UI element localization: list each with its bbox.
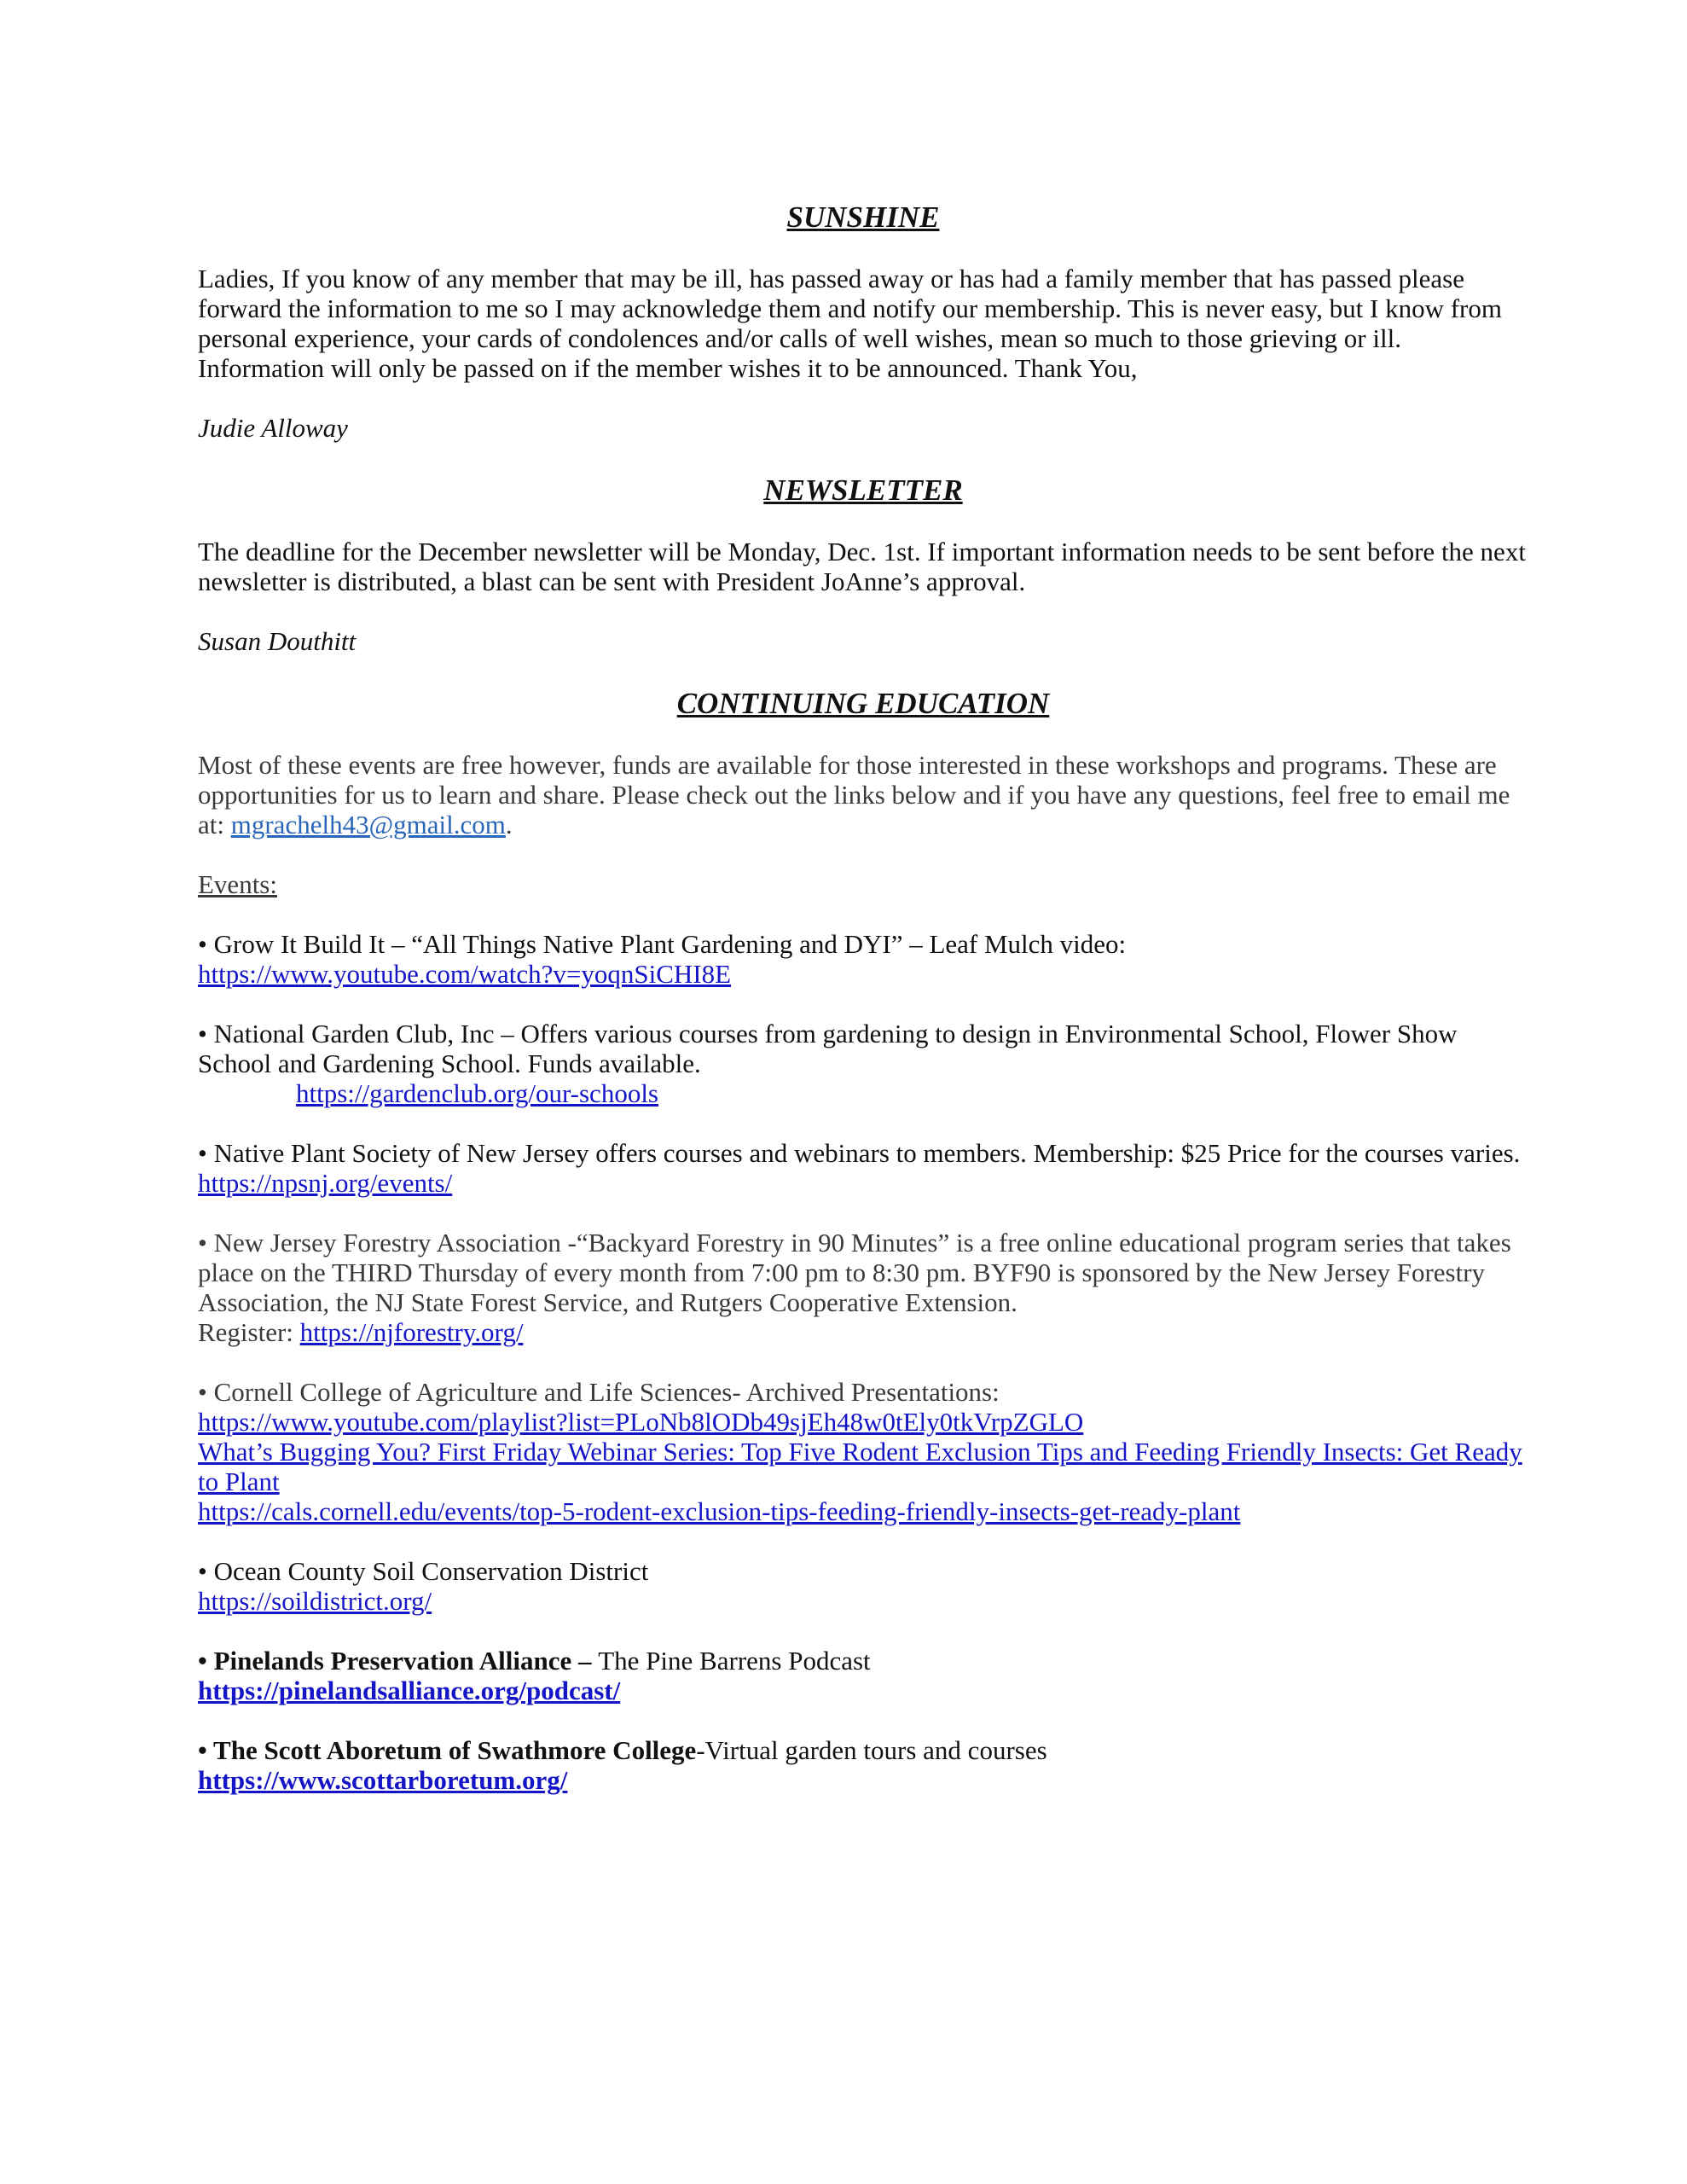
event-cornell xyxy=(198,1377,1528,1526)
event-nj-forestry xyxy=(198,1228,1528,1347)
event-pinelands-name: • Pinelands Preservation Alliance – xyxy=(198,1646,599,1676)
intro-end: . xyxy=(505,810,513,839)
event-scott-name: • The Scott Aboretum of Swathmore College xyxy=(198,1735,697,1765)
event-scott-link[interactable]: https://www.scottarboretum.org/ xyxy=(198,1765,568,1795)
newsletter-signature: Susan Douthitt xyxy=(198,626,357,656)
event-njfa-text: • New Jersey Forestry Association -“Backyard Forestry in 90 Minutes” is a free online educational program series that takes place on the THIRD Thursday of every month from 7:00 pm to 8:30 pm. BYF90 is sponsored by the New Jersey Forestry Association, the NJ State Forest Service, and Rutgers Cooperative Extension. xyxy=(198,1228,1511,1317)
sunshine-heading: SUNSHINE xyxy=(786,200,940,234)
newsletter-page xyxy=(198,0,1528,1795)
intro-text: Most of these events are free however, funds are available for those interested in these workshops and programs. These are opportunities for us to learn and share. Please check out the links below and if you have any questions, feel free to email me at: xyxy=(198,750,1510,839)
sunshine-body: Ladies, If you know of any member that may be ill, has passed away or has had a family member that has passed please forward the information to me so I may acknowledge them and notify our membership. This is never easy, but I know from personal experience, your cards of condolences and/or calls of well wishes, mean so much to those grieving or ill. Information will only be passed on if the member wishes it to be announced. Thank You, xyxy=(198,264,1502,383)
newsletter-heading: NEWSLETTER xyxy=(763,473,963,507)
events-label: Events: xyxy=(198,869,277,899)
event-cornell-playlist-link[interactable]: https://www.youtube.com/playlist?list=PLoNb8lODb49sjEh48w0tEly0tkVrpZGLO xyxy=(198,1407,1084,1437)
event-national-garden-club xyxy=(198,1019,1528,1108)
newsletter-body: The deadline for the December newsletter will be Monday, Dec. 1st. If important information needs to be sent before the next newsletter is distributed, a blast can be sent with President JoAnne’s approval. xyxy=(198,537,1526,596)
event-ocean-link[interactable]: https://soildistrict.org/ xyxy=(198,1586,432,1616)
event-ocean-county xyxy=(198,1556,1528,1616)
event-native-plant-society xyxy=(198,1138,1528,1198)
event-pinelands-link[interactable]: https://pinelandsalliance.org/podcast/ xyxy=(198,1676,621,1705)
email-link[interactable]: mgrachelh43@gmail.com xyxy=(230,810,506,839)
event-npsnj-link[interactable]: https://npsnj.org/events/ xyxy=(198,1168,453,1198)
event-scott-arboretum xyxy=(198,1735,1528,1795)
event-pinelands xyxy=(198,1646,1528,1705)
event-cornell-text: • Cornell College of Agriculture and Life Sciences- Archived Presentations: xyxy=(198,1377,1000,1407)
event-njfa-link[interactable]: https://njforestry.org/ xyxy=(299,1317,524,1347)
event-cornell-webinar-link[interactable]: What’s Bugging You? First Friday Webinar Series: Top Five Rodent Exclusion Tips and Feeding Friendly Insects: Get Ready to Plant xyxy=(198,1437,1522,1496)
event-cornell-event-link[interactable]: https://cals.cornell.edu/events/top-5-rodent-exclusion-tips-feeding-friendly-insects-get-ready-plant xyxy=(198,1496,1241,1526)
event-ngc-text: • National Garden Club, Inc – Offers various courses from gardening to design in Environmental School, Flower Show School and Gardening School. Funds available. xyxy=(198,1019,1458,1078)
event-ngc-link[interactable]: https://gardenclub.org/our-schools xyxy=(296,1078,658,1108)
event-grow-it-build-it xyxy=(198,929,1528,989)
event-grow-link[interactable]: https://www.youtube.com/watch?v=yoqnSiCHI8E xyxy=(198,959,732,989)
event-grow-text: • Grow It Build It – “All Things Native Plant Gardening and DYI” – Leaf Mulch video: xyxy=(198,929,1127,959)
event-npsnj-text: • Native Plant Society of New Jersey offers courses and webinars to members. Membership: $25 Price for the courses varies. xyxy=(198,1138,1521,1168)
event-ocean-text: • Ocean County Soil Conservation District xyxy=(198,1556,649,1586)
continuing-education-intro xyxy=(198,750,1528,839)
event-njfa-register-label: Register: xyxy=(198,1317,300,1347)
continuing-education-heading: CONTINUING EDUCATION xyxy=(676,687,1050,720)
event-pinelands-text: The Pine Barrens Podcast xyxy=(598,1646,871,1676)
event-scott-text: -Virtual garden tours and courses xyxy=(696,1735,1047,1765)
sunshine-signature: Judie Alloway xyxy=(198,413,348,443)
